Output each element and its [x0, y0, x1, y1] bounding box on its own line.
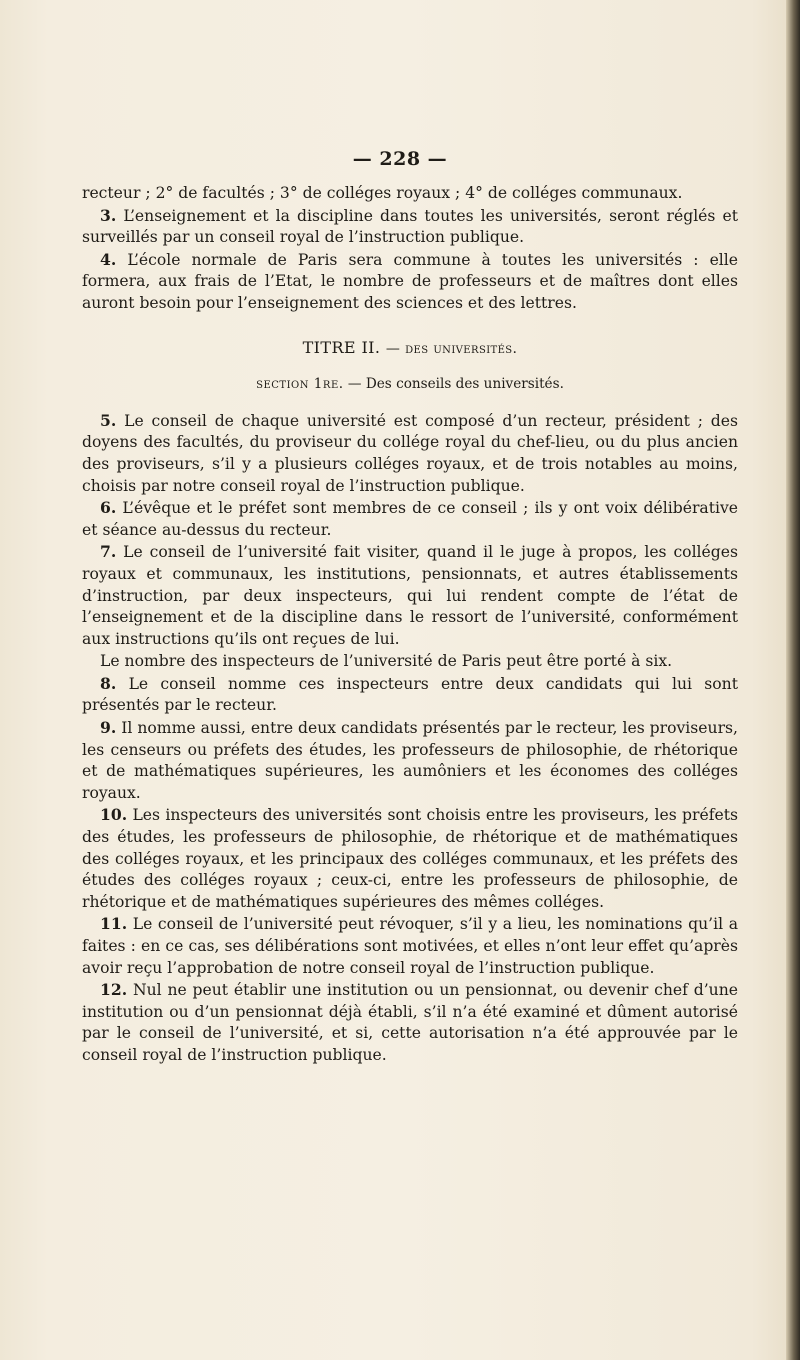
paragraph-article-7: [82, 541, 738, 650]
paragraph-article-3: [82, 205, 738, 249]
article-number: 5.: [100, 410, 117, 430]
paragraph-article-12: [82, 979, 738, 1066]
title-main: TITRE II.: [302, 337, 381, 357]
paragraph-article-5: [82, 410, 738, 497]
article-number: 6.: [100, 498, 117, 518]
title-heading: [82, 337, 738, 361]
article-number: 7.: [100, 542, 117, 562]
section-heading: [82, 374, 738, 396]
paragraph-text: Le conseil de chaque université est composé d’un recteur, président ; des doyens des facultés, du proviseur du collége royal du chef-lieu, ou du plus ancien des proviseurs, s’il y a plusieurs colléges royaux, et de trois notables au moins, choisis par notre conseil royal de l’instruction publique.: [82, 411, 738, 495]
title-sub: — des universités.: [385, 340, 518, 357]
paragraph-text: L’évêque et le préfet sont membres de ce conseil ; ils y ont voix délibérative et séance au-dessus du recteur.: [82, 499, 738, 539]
section-label: section 1re.: [256, 376, 344, 393]
paragraph-article-8: [82, 673, 738, 717]
article-number: 10.: [100, 805, 128, 825]
paragraph-text: Il nomme aussi, entre deux candidats présentés par le recteur, les proviseurs, les censeurs ou préfets des études, les professeurs de philosophie, de rhétorique et de mathématiques supérieures, les aumôniers et les économes des colléges royaux.: [82, 719, 738, 802]
paragraph-text: L’enseignement et la discipline dans toutes les universités, seront réglés et surveillés par un conseil royal de l’instruction publique.: [82, 206, 738, 247]
paragraph-article-10: [82, 804, 738, 913]
paragraph-text: Le conseil de l’université peut révoquer, s’il y a lieu, les nominations qu’il a faites : en ce cas, ses délibérations sont motivées, et elles n’ont leur effet qu’après avoir reçu l’approbation de notre conseil royal de l’instruction publique.: [82, 915, 738, 977]
paragraph-article-6: [82, 497, 738, 541]
page-spine-edge: [786, 0, 800, 1360]
article-number: 11.: [100, 914, 128, 934]
page-number: — 228 —: [352, 148, 448, 170]
article-number: 12.: [100, 980, 128, 1000]
paragraph-text: Le conseil de l’université fait visiter, quand il le juge à propos, les colléges royaux et communaux, les institutions, pensionnats, et autres établissements d’instruction, par deux inspecteurs, qui lui rendent compte de l’état de l’enseignement et de la discipline dans le ressort de l’université, conformément aux instructions qu’ils ont reçues de lui.: [82, 543, 738, 648]
paragraph-text: recteur ; 2° de facultés ; 3° de colléges royaux ; 4° de colléges communaux.: [82, 184, 683, 202]
section-title: — Des conseils des universités.: [347, 376, 564, 393]
article-number: 8.: [100, 673, 117, 693]
article-number: 4.: [100, 249, 117, 269]
paragraph-text: Le nombre des inspecteurs de l’université de Paris peut être porté à six.: [100, 652, 673, 671]
paragraph-text: L’école normale de Paris sera commune à toutes les universités : elle formera, aux frais de l’Etat, le nombre de professeurs et de maîtres dont elles auront besoin pour l’enseignement des sciences et des lettres.: [82, 250, 738, 312]
paragraph-article-4: [82, 249, 738, 315]
paragraph-text: Nul ne peut établir une institution ou un pensionnat, ou devenir chef d’une institution ou d’un pensionnat déjà établi, s’il n’a été examiné et dûment autorisé par le conseil de l’université, et si, cette autorisation n’a été approuvée par le conseil royal de l’instruction publique.: [82, 981, 738, 1064]
paragraph-intro-0: [82, 182, 738, 205]
page-body: [82, 182, 738, 1067]
article-number: 3.: [100, 205, 117, 225]
paragraph-article-11: [82, 913, 738, 979]
paragraph-text: Le conseil nomme ces inspecteurs entre deux candidats qui lui sont présentés par le recteur.: [82, 674, 738, 715]
article-number: 9.: [100, 718, 117, 738]
paragraph-article-7-cont: [82, 650, 738, 673]
paragraph-text: Les inspecteurs des universités sont choisis entre les proviseurs, les préfets des études, les professeurs de philosophie, de rhétorique et de mathématiques des colléges royaux, et les principaux des colléges communaux, et les préfets des études des colléges royaux ; ceux-ci, entre les professeurs de philosophie, de rhétorique et de mathématiques supérieures des mêmes colléges.: [82, 806, 738, 911]
paragraph-article-9: [82, 717, 738, 804]
